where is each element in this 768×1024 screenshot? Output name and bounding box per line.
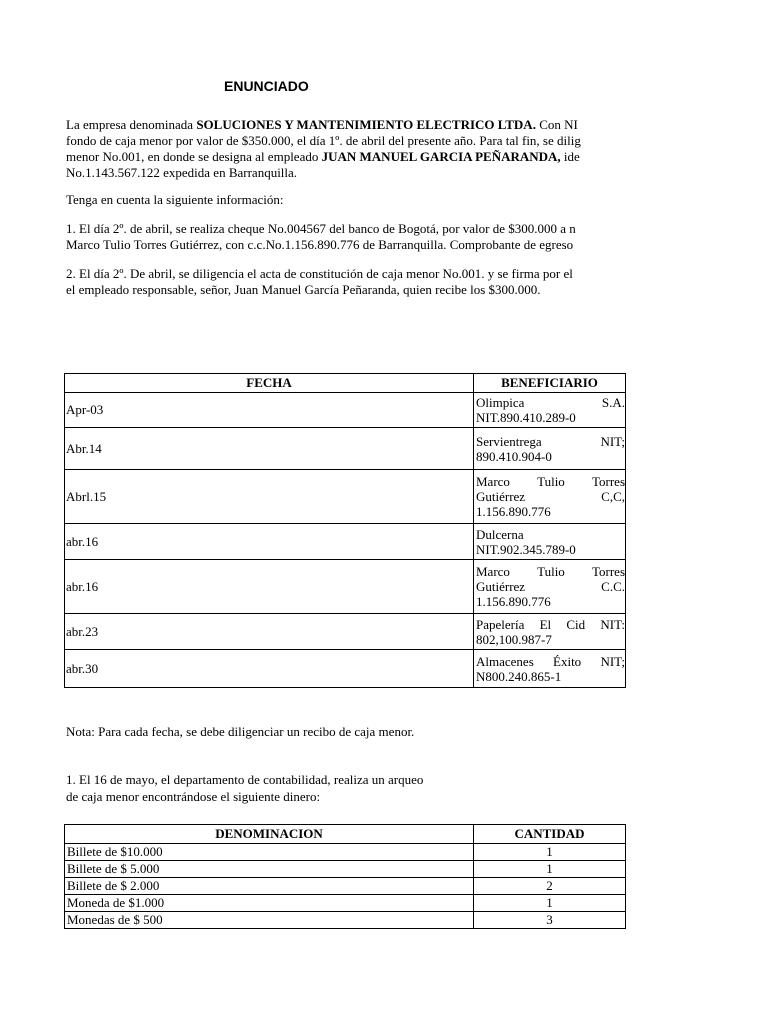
fecha-cell: abr.16 [65, 524, 474, 560]
note-text: Nota: Para cada fecha, se debe diligenciar un recibo de caja menor. [66, 724, 415, 739]
header-fecha: FECHA [65, 374, 474, 393]
fecha-cell: abr.23 [65, 614, 474, 650]
cantidad-cell: 1 [474, 895, 626, 912]
arqueo-paragraph: 1. El 16 de mayo, el departamento de contabilidad, realiza un arqueo de caja menor encontrándose el siguiente dinero: [66, 772, 424, 804]
beneficiario-line: NIT.902.345.789-0 [476, 541, 576, 557]
intro-line-3: menor No.001, en donde se designa al empleado JUAN MANUEL GARCIA PEÑARANDA, ide [66, 149, 580, 164]
header-denominacion: DENOMINACION [65, 825, 474, 844]
denomination-table [64, 824, 626, 929]
table-row [65, 861, 626, 878]
beneficiario-line: 1.156.890.776 [476, 504, 551, 519]
beneficiario-line: 890.410.904-0 [476, 448, 552, 464]
denominacion-cell: Moneda de $1.000 [65, 895, 474, 912]
table-row [65, 844, 626, 861]
table-row [65, 878, 626, 895]
table-row [65, 428, 626, 470]
info-intro: Tenga en cuenta la siguiente información: [66, 192, 284, 207]
fecha-cell: Abr.14 [65, 428, 474, 470]
beneficiario-line: Marco Tulio Torres [476, 564, 625, 579]
table-row [65, 912, 626, 929]
fecha-cell: Apr-03 [65, 393, 474, 428]
beneficiario-line: Marco Tulio Torres [476, 474, 625, 489]
table-row [65, 560, 626, 614]
fecha-cell: abr.16 [65, 560, 474, 614]
beneficiario-line: Gutiérrez C.C. [476, 579, 625, 594]
cantidad-cell: 3 [474, 912, 626, 929]
header-beneficiario: BENEFICIARIO [474, 374, 626, 393]
cantidad-cell: 2 [474, 878, 626, 895]
beneficiario-cell [474, 650, 626, 688]
cantidad-cell: 1 [474, 861, 626, 878]
document-title: ENUNCIADO [224, 78, 309, 94]
fecha-cell: Abrl.15 [65, 470, 474, 524]
beneficiario-line: Papelería El Cid NIT: [476, 616, 625, 632]
beneficiario-cell [474, 560, 626, 614]
beneficiario-line: Almacenes Éxito NIT; [476, 653, 625, 669]
intro-line-1: La empresa denominada SOLUCIONES Y MANTENIMIENTO ELECTRICO LTDA. Con NI [66, 117, 578, 132]
beneficiario-cell [474, 470, 626, 524]
table-row [65, 650, 626, 688]
beneficiario-line: Gutiérrez C,C, [476, 489, 625, 504]
beneficiario-cell [474, 524, 626, 560]
beneficiario-line: 1.156.890.776 [476, 594, 551, 609]
beneficiario-cell [474, 428, 626, 470]
beneficiary-table [64, 373, 626, 688]
intro-line-2: fondo de caja menor por valor de $350.000, el día 1º. de abril del presente año. Para tal fin, se dilig [66, 133, 581, 148]
beneficiario-line: N800.240.865-1 [476, 668, 562, 684]
beneficiario-line: Dulcerna [476, 526, 524, 542]
table-row [65, 895, 626, 912]
fecha-cell: abr.30 [65, 650, 474, 688]
denominacion-cell: Billete de $ 5.000 [65, 861, 474, 878]
item-2: 2. El día 2º. De abril, se diligencia el acta de constitución de caja menor No.001. y se firma por el el empleado responsable, señor, Juan Manuel García Peñaranda, quien recibe los $300.000. [66, 266, 573, 297]
beneficiario-line: NIT.890.410.289-0 [476, 410, 576, 425]
denominacion-cell: Billete de $10.000 [65, 844, 474, 861]
cantidad-cell: 1 [474, 844, 626, 861]
beneficiario-cell [474, 614, 626, 650]
intro-line-4: No.1.143.567.122 expedida en Barranquilla. [66, 165, 298, 180]
table-row [65, 614, 626, 650]
denominacion-cell: Billete de $ 2.000 [65, 878, 474, 895]
table-row [65, 470, 626, 524]
beneficiario-line: Olimpica S.A. [476, 395, 625, 410]
item-1: 1. El día 2º. de abril, se realiza cheque No.004567 del banco de Bogotá, por valor de $300.000 a n Marco Tulio Torres Gutiérrez, con c.c.No.1.156.890.776 de Barranquilla. Comprobante de egreso [66, 221, 576, 252]
beneficiario-cell [474, 393, 626, 428]
header-cantidad: CANTIDAD [474, 825, 626, 844]
beneficiario-line: Servientrega NIT; [476, 433, 625, 449]
table-row [65, 524, 626, 560]
beneficiario-line: 802,100.987-7 [476, 631, 552, 647]
intro-paragraph [66, 117, 625, 181]
table-row [65, 393, 626, 428]
denominacion-cell: Monedas de $ 500 [65, 912, 474, 929]
